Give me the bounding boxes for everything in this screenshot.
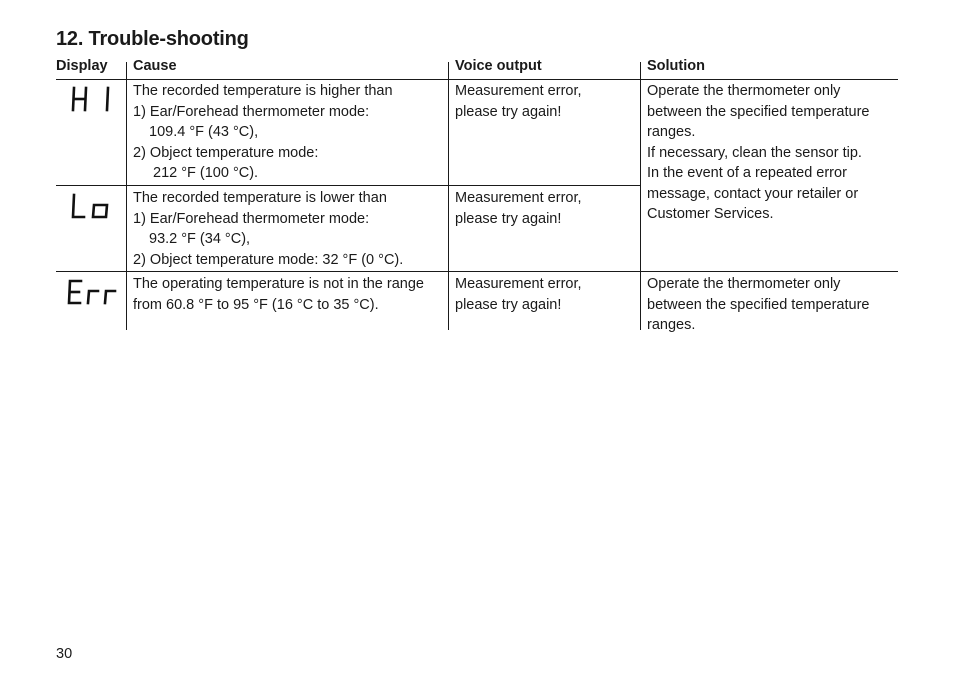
header-rule (56, 79, 898, 80)
column-rule-2 (448, 62, 449, 330)
cause-cell-hi: The recorded temperature is higher than 1) Ear/Forehead thermometer mode: 109.4 °F (43 °C), 2) Object temperature mode: 212 °F (100 °C). (133, 83, 393, 181)
header-solution: Solution (647, 58, 705, 74)
voice-cell-lo: Measurement error, please try again! (455, 190, 582, 227)
header-cause: Cause (133, 58, 177, 74)
row-rule-1 (56, 185, 640, 186)
display-lo-icon (70, 192, 116, 220)
voice-cell-hi: Measurement error, please try again! (455, 83, 582, 120)
column-rule-3 (640, 62, 641, 330)
solution-cell-err: Operate the thermometer only between the specified temperature ranges. (647, 276, 870, 333)
header-voice-output: Voice output (455, 58, 542, 74)
page-number: 30 (56, 646, 73, 662)
column-rule-1 (126, 62, 127, 330)
section-title: 12. Trouble-shooting (56, 28, 249, 50)
cause-cell-lo: The recorded temperature is lower than 1) Ear/Forehead thermometer mode: 93.2 °F (34 °C), 2) Object temperature mode: 32 °F (0 °C). (133, 190, 404, 268)
display-hi-icon (70, 85, 116, 113)
cause-cell-err: The operating temperature is not in the range from 60.8 °F to 95 °F (16 °C to 35 °C). (133, 276, 424, 313)
solution-cell-hi-lo: Operate the thermometer only between the specified temperature ranges. If necessary, clean the sensor tip. In the event of a repeated error message, contact your retailer or Customer Services. (647, 83, 870, 222)
voice-cell-err: Measurement error, please try again! (455, 276, 582, 313)
header-display: Display (56, 58, 108, 74)
row-rule-2 (56, 271, 898, 272)
display-err-icon (66, 278, 120, 306)
